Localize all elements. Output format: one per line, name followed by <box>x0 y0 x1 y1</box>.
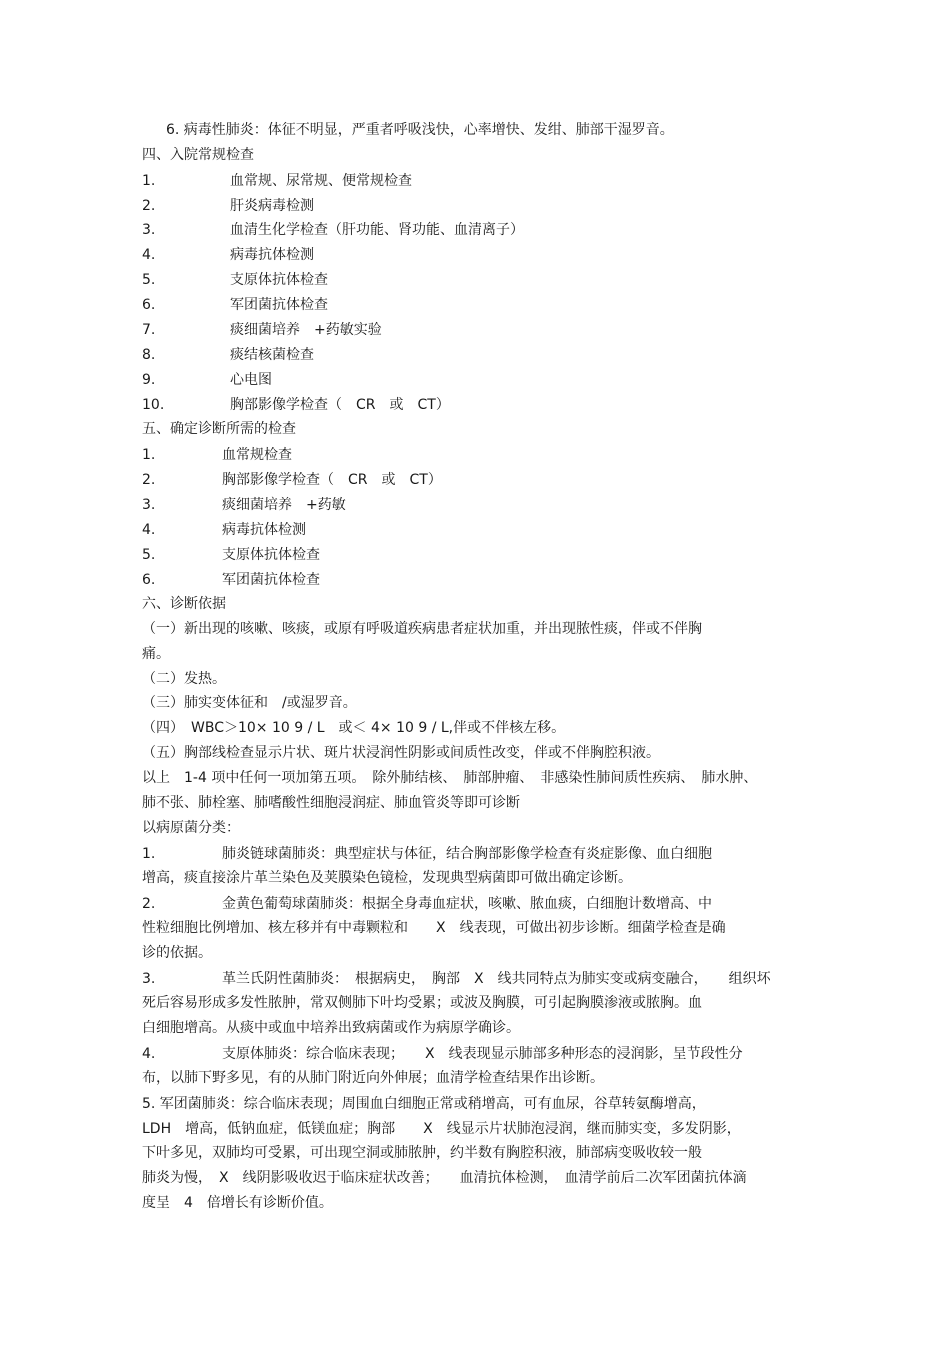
list-item-text: 军团菌抗体检查 <box>230 297 328 313</box>
list-item-text: 血常规检查 <box>222 447 292 463</box>
list-item-number: 7. <box>142 322 156 338</box>
list-item-text: 金黄色葡萄球菌肺炎：根据全身毒血症状，咳嗽、脓血痰，白细胞计数增高、中 <box>222 896 712 912</box>
pathogen-5-continuation: 下叶多见，双肺均可受累，可出现空洞或肺脓肿，约半数有胸腔积液，肺部病变吸收较一般 <box>142 1145 702 1161</box>
list-item-text: 血清生化学检查（肝功能、肾功能、血清离子） <box>230 222 524 238</box>
criteria-summary-continuation: 肺不张、肺栓塞、肺嗜酸性细胞浸润症、肺血管炎等即可诊断 <box>142 795 520 811</box>
list-item-number: 2. <box>142 896 156 912</box>
list-item-number: 1. <box>142 846 156 862</box>
pathogen-2-continuation: 诊的依据。 <box>142 945 212 961</box>
criterion-3-line: （三）肺实变体征和 /或湿罗音。 <box>142 695 357 711</box>
list-item-text: 支原体抗体检查 <box>230 272 328 288</box>
list-item-number: 3. <box>142 497 156 513</box>
list-item-number: 3. <box>142 971 156 987</box>
list-item-text: 胸部影像学检查（ CR 或 CT） <box>230 397 450 413</box>
section-admission-checks-heading: 四、入院常规检查 <box>142 147 254 163</box>
list-item-number: 2. <box>142 198 156 214</box>
list-item-text: 痰结核菌检查 <box>230 347 314 363</box>
list-item-text: 病毒抗体检测 <box>230 247 314 263</box>
list-item-number: 9. <box>142 372 156 388</box>
pathogen-5-continuation: LDH 增高，低钠血症，低镁血症；胸部 X 线显示片状肺泡浸润，继而肺实变，多发阴影， <box>142 1121 741 1137</box>
list-item-text: 肝炎病毒检测 <box>230 198 314 214</box>
list-item-text: 心电图 <box>230 372 272 388</box>
criterion-1-continuation: 痛。 <box>142 646 170 662</box>
pathogen-5-continuation: 度呈 4 倍增长有诊断价值。 <box>142 1195 333 1211</box>
pathogen-3-continuation: 死后容易形成多发性脓肿，常双侧肺下叶均受累；或波及胸膜，可引起胸膜渗液或脓胸。血 <box>142 995 702 1011</box>
list-item-number: 4. <box>142 247 156 263</box>
section-diagnosis-checks-heading: 五、确定诊断所需的检查 <box>142 421 296 437</box>
list-item-number: 5. <box>142 547 156 563</box>
pathogen-2-continuation: 性粒细胞比例增加、核左移并有中毒颗粒和 X 线表现，可做出初步诊断。细菌学检查是确 <box>142 920 726 936</box>
section-diagnosis-basis-heading: 六、诊断依据 <box>142 596 226 612</box>
list-item-text: 胸部影像学检查（ CR 或 CT） <box>222 472 442 488</box>
list-item-number: 8. <box>142 347 156 363</box>
list-item-number: 1. <box>142 173 156 189</box>
list-item-number: 4. <box>142 522 156 538</box>
pathogen-5-line: 5. 军团菌肺炎：综合临床表现；周围血白细胞正常或稍增高，可有血尿，谷草转氨酶增高， <box>142 1096 706 1112</box>
list-item-number: 5. <box>142 272 156 288</box>
list-item-text: 痰细菌培养 +药敏 <box>222 497 346 513</box>
list-item-text: 军团菌抗体检查 <box>222 572 320 588</box>
criterion-1-line: （一）新出现的咳嗽、咳痰，或原有呼吸道疾病患者症状加重，并出现脓性痰，伴或不伴胸 <box>142 621 702 637</box>
list-item-number: 3. <box>142 222 156 238</box>
list-item-number: 6. <box>142 297 156 313</box>
pathogen-1-continuation: 增高，痰直接涂片革兰染色及荚膜染色镜检，发现典型病菌即可做出确定诊断。 <box>142 870 632 886</box>
list-item-text: 支原体肺炎：综合临床表现； X 线表现显示肺部多种形态的浸润影，呈节段性分 <box>222 1046 743 1062</box>
list-item-number: 10. <box>142 397 165 413</box>
list-item-text: 血常规、尿常规、便常规检查 <box>230 173 412 189</box>
viral-pneumonia-line: 6. 病毒性肺炎：体征不明显，严重者呼吸浅快，心率增快、发绀、肺部干湿罗音。 <box>166 122 674 138</box>
list-item-text: 革兰氏阴性菌肺炎： 根据病史， 胸部 X 线共同特点为肺实变或病变融合， 组织坏 <box>222 971 771 987</box>
list-item-number: 4. <box>142 1046 156 1062</box>
pathogen-3-continuation: 白细胞增高。从痰中或血中培养出致病菌或作为病原学确诊。 <box>142 1020 520 1036</box>
pathogen-5-continuation: 肺炎为慢， X 线阴影吸收迟于临床症状改善； 血清抗体检测， 血清学前后二次军团菌抗体滴 <box>142 1170 747 1186</box>
criterion-4-line: （四） WBC＞10× 10 9 / L 或＜ 4× 10 9 / L,伴或不伴核左移。 <box>142 720 566 736</box>
list-item-number: 6. <box>142 572 156 588</box>
criteria-summary-line: 以上 1-4 项中任何一项加第五项。 除外肺结核、 肺部肿瘤、 非感染性肺间质性疾病、 肺水肿、 <box>142 770 758 786</box>
pathogen-classification-heading: 以病原菌分类： <box>142 820 240 836</box>
criterion-5-line: （五）胸部线检查显示片状、斑片状浸润性阴影或间质性改变，伴或不伴胸腔积液。 <box>142 745 660 761</box>
criterion-2-line: （二）发热。 <box>142 671 226 687</box>
list-item-number: 1. <box>142 447 156 463</box>
list-item-text: 痰细菌培养 +药敏实验 <box>230 322 382 338</box>
list-item-text: 肺炎链球菌肺炎：典型症状与体征，结合胸部影像学检查有炎症影像、血白细胞 <box>222 846 712 862</box>
pathogen-4-continuation: 布，以肺下野多见，有的从肺门附近向外伸展；血清学检查结果作出诊断。 <box>142 1070 604 1086</box>
list-item-text: 病毒抗体检测 <box>222 522 306 538</box>
list-item-text: 支原体抗体检查 <box>222 547 320 563</box>
list-item-number: 2. <box>142 472 156 488</box>
